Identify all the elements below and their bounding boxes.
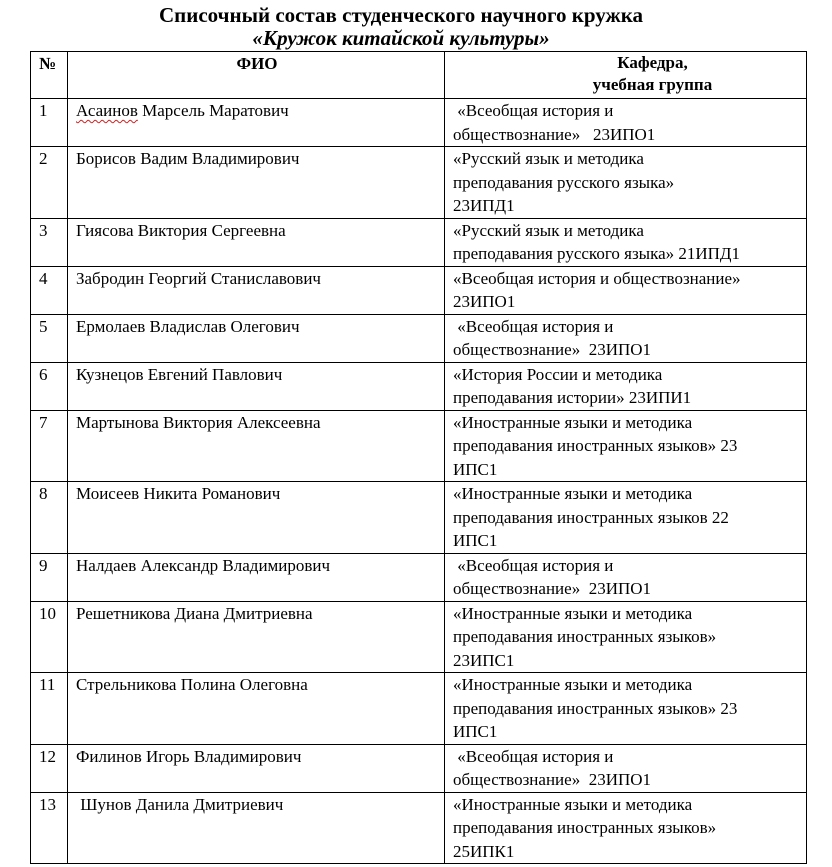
table-row	[31, 482, 807, 554]
department-line: 23ИПО1	[453, 292, 516, 311]
department-line: преподавания истории» 23ИПИ1	[453, 388, 692, 407]
table-row	[31, 266, 807, 314]
student-name	[68, 601, 445, 673]
student-name	[68, 553, 445, 601]
student-name	[68, 673, 445, 745]
department-line: преподавания русского языка»	[453, 172, 675, 192]
department-group	[445, 553, 807, 601]
department-line: «Иностранные языки и методика	[453, 675, 693, 694]
department-line: ИПС1	[453, 722, 498, 741]
student-surname: Ермолаев	[76, 316, 146, 336]
department-line: «Иностранные языки и методика	[453, 794, 693, 814]
department-line: обществознание» 23ИПО1	[453, 579, 652, 598]
table-row	[31, 792, 807, 864]
student-given-names: Владислав Олегович	[145, 316, 300, 336]
table-row	[31, 147, 807, 219]
department-line: «Иностранные языки и методика	[453, 603, 693, 623]
student-surname: Шунов	[76, 794, 132, 814]
department-group	[445, 218, 807, 266]
document-title: Списочный состав студенческого научного кружка	[158, 3, 643, 27]
student-name	[68, 744, 445, 792]
row-number: 3	[31, 218, 68, 266]
department-group	[445, 362, 807, 410]
table-row	[31, 314, 807, 362]
student-name	[68, 266, 445, 314]
student-surname: Моисеев	[76, 484, 140, 503]
department-line: «Всеобщая история и обществознание»	[453, 268, 741, 288]
table-row	[31, 99, 807, 147]
department-line: преподавания иностранных языков»	[453, 818, 717, 837]
student-given-names: Игорь Владимирович	[141, 746, 302, 766]
student-name	[68, 482, 445, 554]
row-number: 10	[31, 601, 68, 673]
department-line: 23ИПД1	[453, 196, 515, 215]
student-surname: Кузнецов	[76, 364, 144, 384]
department-line: «История России и методика	[453, 364, 663, 384]
student-surname: Гиясова	[76, 220, 134, 240]
student-surname: Борисов	[76, 149, 136, 168]
table-row	[31, 218, 807, 266]
student-given-names: Вадим Владимирович	[135, 149, 300, 168]
roster-table	[30, 51, 807, 864]
department-group	[445, 147, 807, 219]
student-given-names: Александр Владимирович	[136, 555, 331, 575]
student-given-names: Марсель Маратович	[137, 101, 289, 120]
department-line: «Всеобщая история и	[453, 746, 614, 766]
student-given-names: Виктория Сергеевна	[133, 220, 286, 240]
student-given-names: Данила Дмитриевич	[131, 794, 284, 814]
table-header-row	[31, 52, 807, 99]
row-number: 1	[31, 99, 68, 147]
table-body	[31, 99, 807, 864]
row-number: 13	[31, 792, 68, 864]
row-number: 5	[31, 314, 68, 362]
student-given-names: Виктория Алексеевна	[158, 412, 321, 432]
row-number: 9	[31, 553, 68, 601]
row-number: 12	[31, 744, 68, 792]
department-group	[445, 792, 807, 864]
department-line: обществознание» 23ИПО1	[453, 124, 656, 144]
student-surname: Филинов	[76, 746, 142, 766]
department-group	[445, 482, 807, 554]
student-name	[68, 147, 445, 219]
student-name	[68, 792, 445, 864]
department-line: «Иностранные языки и методика	[453, 412, 693, 432]
row-number: 7	[31, 410, 68, 482]
department-line: ИПС1	[453, 531, 498, 550]
header-number: №	[31, 52, 68, 99]
student-given-names: Георгий Станиславович	[144, 268, 321, 288]
department-line: «Русский язык и методика	[453, 220, 644, 240]
document-subtitle: «Кружок китайской культуры»	[252, 26, 550, 50]
row-number: 6	[31, 362, 68, 410]
department-group	[445, 314, 807, 362]
department-line: преподавания иностранных языков 22	[453, 507, 729, 527]
student-name	[68, 99, 445, 147]
department-group	[445, 744, 807, 792]
department-line: обществознание» 23ИПО1	[453, 770, 652, 789]
department-line: 23ИПС1	[453, 650, 515, 670]
department-group	[445, 99, 807, 147]
row-number: 4	[31, 266, 68, 314]
department-line: преподавания русского языка» 21ИПД1	[453, 244, 741, 263]
student-name	[68, 218, 445, 266]
student-surname: Налдаев	[76, 555, 137, 575]
student-name	[68, 362, 445, 410]
department-line: ИПС1	[453, 459, 498, 479]
department-group	[445, 673, 807, 745]
department-line: «Всеобщая история и	[453, 101, 614, 120]
table-row	[31, 410, 807, 482]
table-row	[31, 601, 807, 673]
student-given-names: Диана Дмитриевна	[170, 603, 313, 623]
department-line: «Всеобщая история и	[453, 316, 614, 336]
student-name	[68, 314, 445, 362]
department-line: преподавания иностранных языков» 23	[453, 698, 738, 718]
header-department-line2: учебная группа	[592, 75, 713, 94]
department-line: «Русский язык и методика	[453, 149, 644, 168]
table-row	[31, 673, 807, 745]
student-surname: Решетникова	[76, 603, 171, 623]
department-line: 25ИПК1	[453, 841, 515, 861]
header-name: ФИО	[68, 52, 445, 99]
table-row	[31, 553, 807, 601]
department-group	[445, 410, 807, 482]
table-row	[31, 362, 807, 410]
student-surname: Стрельникова	[76, 675, 177, 694]
department-line: обществознание» 23ИПО1	[453, 340, 652, 359]
student-given-names: Полина Олеговна	[176, 675, 308, 694]
student-surname: Мартынова	[76, 412, 159, 432]
department-group	[445, 266, 807, 314]
row-number: 8	[31, 482, 68, 554]
student-given-names: Никита Романович	[139, 484, 281, 503]
student-surname: Асаинов	[76, 101, 138, 120]
table-row	[31, 744, 807, 792]
department-line: «Всеобщая история и	[453, 555, 614, 575]
student-surname: Забродин	[76, 268, 145, 288]
department-line: преподавания иностранных языков»	[453, 627, 717, 646]
header-department	[445, 52, 807, 99]
row-number: 11	[31, 673, 68, 745]
department-group	[445, 601, 807, 673]
row-number: 2	[31, 147, 68, 219]
student-name	[68, 410, 445, 482]
student-given-names: Евгений Павлович	[143, 364, 283, 384]
department-line: преподавания иностранных языков» 23	[453, 436, 738, 455]
header-department-line1: Кафедра,	[617, 53, 688, 72]
department-line: «Иностранные языки и методика	[453, 484, 693, 503]
